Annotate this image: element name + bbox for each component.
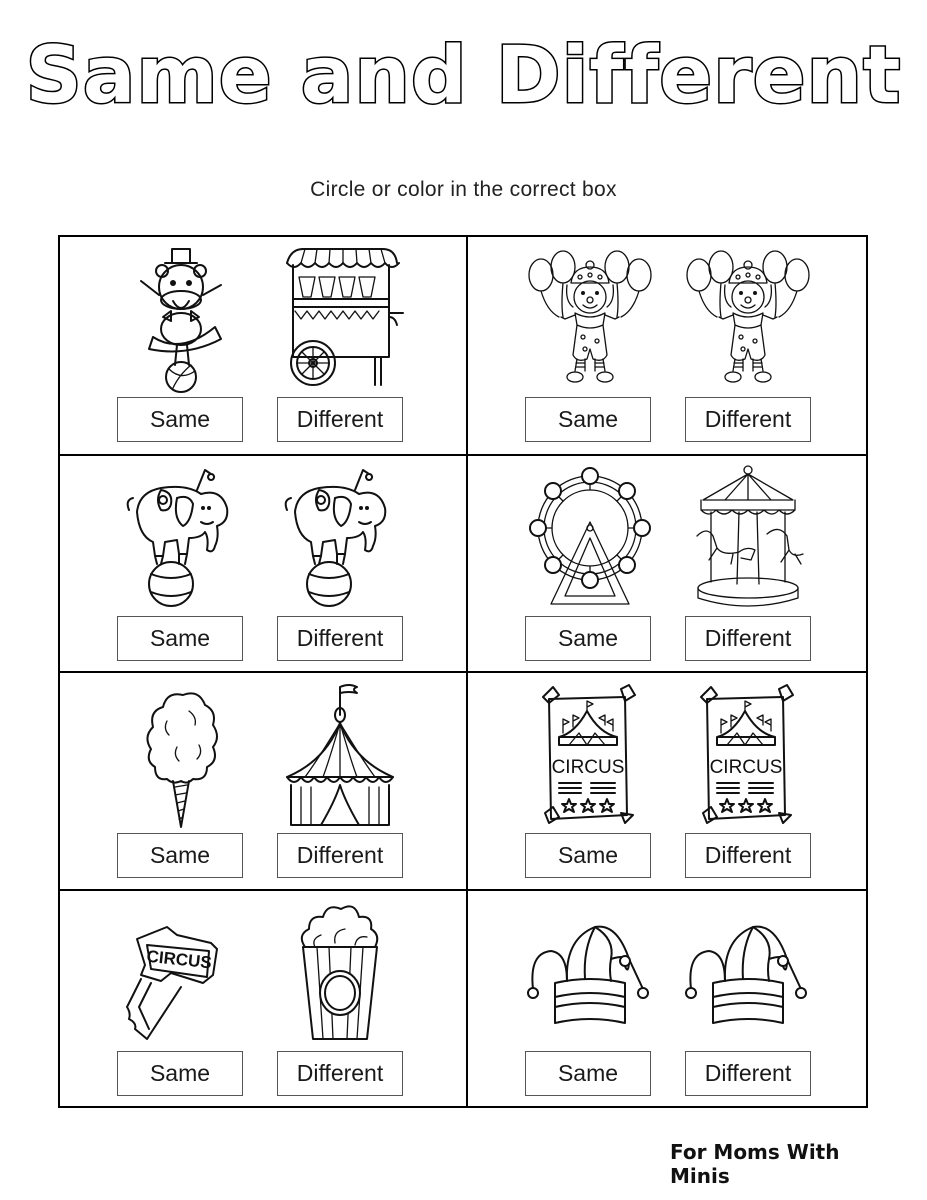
popcorn-bucket-icon <box>275 899 405 1049</box>
circus-poster-icon <box>525 681 655 831</box>
item-cell-3 <box>60 456 465 673</box>
same-answer-box[interactable]: Same <box>117 397 243 442</box>
cotton-candy-icon <box>117 681 247 831</box>
ferris-wheel-icon <box>525 464 655 614</box>
popcorn-cart-icon <box>275 245 405 395</box>
different-answer-box[interactable]: Different <box>685 397 811 442</box>
circus-tent-icon <box>275 681 405 831</box>
item-cell-1 <box>60 237 465 454</box>
item-cell-4 <box>468 456 873 673</box>
footer-brand: For Moms With Minis <box>670 1140 840 1188</box>
same-answer-box[interactable]: Same <box>117 1051 243 1096</box>
worksheet-grid <box>58 235 868 1108</box>
different-answer-box[interactable]: Different <box>685 833 811 878</box>
different-answer-box[interactable]: Different <box>277 616 403 661</box>
different-answer-box[interactable]: Different <box>685 616 811 661</box>
circus-ticket-icon <box>117 899 247 1049</box>
item-cell-5 <box>60 673 465 890</box>
carousel-icon <box>683 464 813 614</box>
item-cell-2 <box>468 237 873 454</box>
clown-with-balloons-icon <box>525 245 655 395</box>
same-answer-box[interactable]: Same <box>525 616 651 661</box>
item-cell-7 <box>60 891 465 1108</box>
different-answer-box[interactable]: Different <box>277 1051 403 1096</box>
page-title: Same and Different <box>25 31 902 121</box>
item-cell-8 <box>468 891 873 1108</box>
same-answer-box[interactable]: Same <box>117 616 243 661</box>
same-answer-box[interactable]: Same <box>525 1051 651 1096</box>
jester-hat-icon <box>683 899 813 1049</box>
same-answer-box[interactable]: Same <box>525 397 651 442</box>
elephant-on-ball-icon <box>275 464 405 614</box>
hippo-on-ball-icon <box>117 245 247 395</box>
clown-with-balloons-icon <box>683 245 813 395</box>
circus-poster-icon <box>683 681 813 831</box>
svg-text:CIRCUS: CIRCUS <box>145 946 213 973</box>
same-answer-box[interactable]: Same <box>117 833 243 878</box>
different-answer-box[interactable]: Different <box>277 397 403 442</box>
different-answer-box[interactable]: Different <box>685 1051 811 1096</box>
jester-hat-icon <box>525 899 655 1049</box>
elephant-on-ball-icon <box>117 464 247 614</box>
svg-text:CIRCUS: CIRCUS <box>551 757 625 778</box>
different-answer-box[interactable]: Different <box>277 833 403 878</box>
item-cell-6 <box>468 673 873 890</box>
same-answer-box[interactable]: Same <box>525 833 651 878</box>
instructions: Circle or color in the correct box <box>310 178 617 201</box>
